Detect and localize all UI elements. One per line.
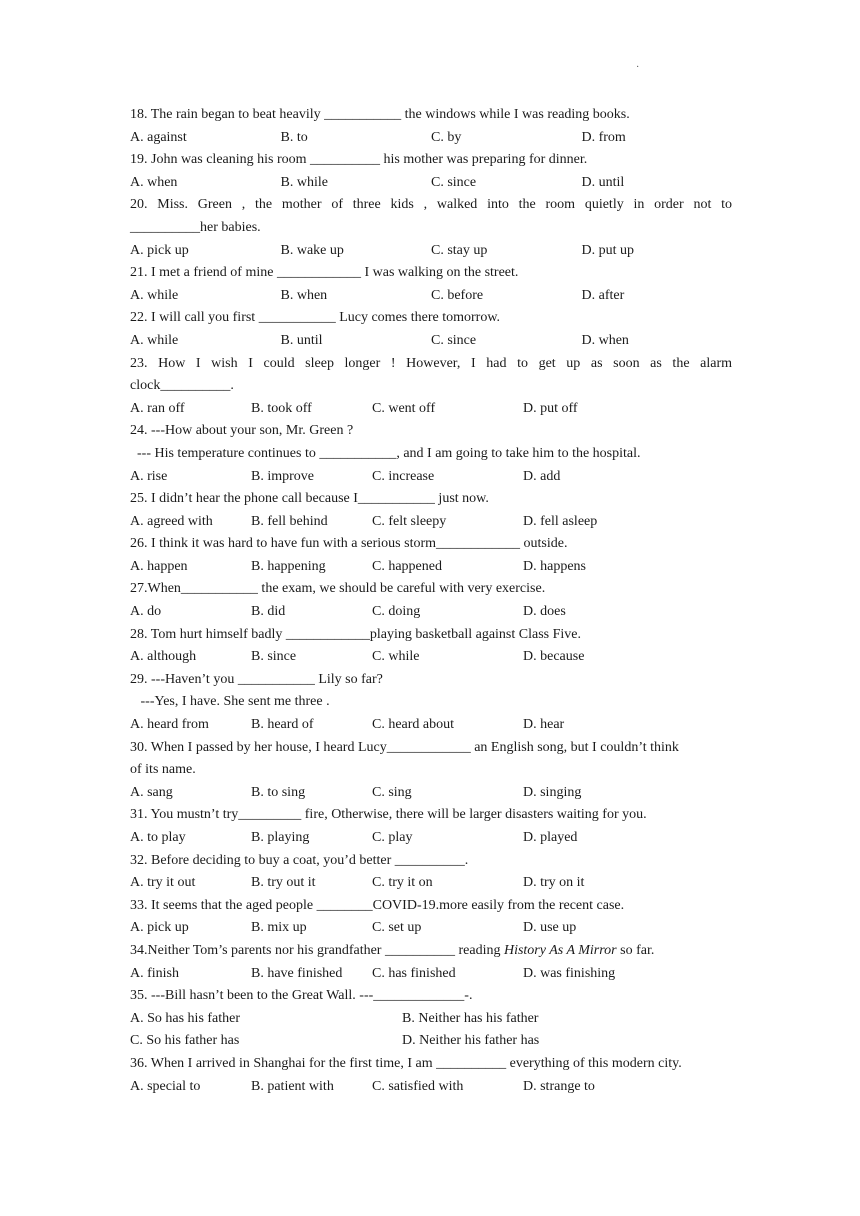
- question-stem: 32. Before deciding to buy a coat, you’d better __________.: [130, 852, 469, 868]
- option-d[interactable]: D. because: [523, 649, 585, 665]
- option-c[interactable]: C. before: [431, 287, 484, 303]
- question-stem: 22. I will call you first ___________ Lucy comes there tomorrow.: [130, 310, 501, 326]
- option-a[interactable]: A. happen: [130, 558, 188, 574]
- question-stem: 18. The rain began to beat heavily ___________ the windows while I was reading books.: [130, 107, 630, 122]
- option-c[interactable]: C. play: [372, 830, 413, 845]
- option-c[interactable]: C. since: [431, 332, 477, 348]
- option-d[interactable]: D. from: [581, 129, 626, 145]
- question-stem: 30. When I passed by her house, I heard Lucy____________ an English song, but I couldn’t think: [130, 739, 679, 755]
- question-34: [130, 940, 732, 985]
- option-b[interactable]: B. took off: [251, 400, 312, 416]
- answer-options: [130, 601, 732, 624]
- question-stem: 29. ---Haven’t you ___________ Lily so far?: [130, 671, 383, 687]
- option-d[interactable]: D. put up: [581, 242, 634, 258]
- option-b[interactable]: B. since: [251, 649, 297, 665]
- option-c[interactable]: C. has finished: [372, 965, 456, 981]
- question-20: [130, 194, 732, 262]
- option-d[interactable]: D. does: [523, 604, 566, 620]
- option-b[interactable]: B. while: [280, 174, 328, 190]
- answer-options: [130, 285, 732, 308]
- question-36: [130, 1053, 732, 1098]
- answer-options: [130, 511, 732, 534]
- option-d[interactable]: D. put off: [523, 400, 578, 416]
- answer-options: [130, 240, 732, 263]
- option-b[interactable]: B. did: [251, 604, 286, 620]
- question-stem: 24. ---How about your son, Mr. Green ?: [130, 423, 354, 439]
- option-a[interactable]: A. try it out: [130, 875, 196, 891]
- option-a[interactable]: A. special to: [130, 1078, 201, 1094]
- question-stem: 19. John was cleaning his room __________ his mother was preparing for dinner.: [130, 152, 588, 168]
- option-d[interactable]: D. when: [581, 332, 629, 348]
- question-stem: 35. ---Bill hasn’t been to the Great Wall. ---_____________-.: [130, 988, 473, 1004]
- option-c[interactable]: C. sing: [372, 784, 412, 800]
- option-d[interactable]: D. strange to: [523, 1078, 595, 1094]
- option-a[interactable]: A. heard from: [130, 717, 209, 733]
- stem-text: 34.Neither Tom’s parents nor his grandfather __________ reading: [130, 942, 504, 958]
- question-stem-cont: __________her babies.: [130, 219, 261, 235]
- option-a[interactable]: A. do: [130, 604, 162, 620]
- question-21: [130, 262, 732, 307]
- option-c[interactable]: C. stay up: [431, 242, 488, 258]
- answer-options: [130, 398, 732, 421]
- option-a[interactable]: A. So has his father: [130, 1010, 241, 1026]
- question-stem-cont: of its name.: [130, 762, 196, 778]
- answer-options: [130, 556, 732, 579]
- option-c[interactable]: C. by: [431, 129, 462, 145]
- question-stem: 23. How I wish I could sleep longer ! However, I had to get up as soon as the alarm: [130, 355, 732, 371]
- question-stem: 25. I didn’t hear the phone call because I___________ just now.: [130, 491, 489, 507]
- option-b[interactable]: B. heard of: [251, 717, 314, 733]
- option-b[interactable]: B. patient with: [251, 1078, 334, 1094]
- option-b[interactable]: B. playing: [251, 830, 310, 845]
- question-18: [130, 104, 732, 149]
- question-stem-reply: --- His temperature continues to ___________, and I am going to take him to the hospital.: [130, 445, 641, 461]
- question-28: [130, 624, 732, 669]
- option-d[interactable]: D. was finishing: [523, 965, 616, 981]
- option-b[interactable]: B. try out it: [251, 875, 316, 891]
- question-29: [130, 669, 732, 737]
- question-list: [130, 104, 732, 1098]
- option-a[interactable]: A. when: [130, 174, 178, 190]
- question-23: [130, 353, 732, 421]
- option-d[interactable]: D. Neither his father has: [402, 1033, 540, 1049]
- option-b[interactable]: B. have finished: [251, 965, 343, 981]
- answer-options: [130, 330, 732, 353]
- option-c[interactable]: C. while: [372, 649, 420, 665]
- question-35: [130, 985, 732, 1053]
- option-b[interactable]: B. when: [280, 287, 328, 303]
- question-stem: 33. It seems that the aged people ________COVID-19.more easily from the recent case.: [130, 897, 625, 913]
- option-b[interactable]: B. mix up: [251, 920, 307, 936]
- option-c[interactable]: C. heard about: [372, 717, 455, 733]
- option-c[interactable]: C. happened: [372, 558, 442, 574]
- option-a[interactable]: A. against: [130, 129, 187, 145]
- question-stem: 31. You mustn’t try_________ fire, Otherwise, there will be larger disasters waiting for you.: [130, 807, 647, 823]
- option-a[interactable]: A. while: [130, 287, 179, 303]
- option-a[interactable]: A. ran off: [130, 400, 185, 416]
- question-stem: 36. When I arrived in Shanghai for the first time, I am __________ everything of this modern city.: [130, 1055, 682, 1071]
- option-a[interactable]: A. although: [130, 649, 197, 665]
- question-stem: 27.When___________ the exam, we should be careful with very exercise.: [130, 581, 546, 597]
- option-a[interactable]: A. to play: [130, 830, 186, 845]
- option-a[interactable]: A. sang: [130, 784, 173, 800]
- option-d[interactable]: D. hear: [523, 717, 565, 733]
- option-d[interactable]: D. try on it: [523, 875, 585, 891]
- option-c[interactable]: C. set up: [372, 920, 422, 936]
- option-d[interactable]: D. use up: [523, 920, 577, 936]
- option-d[interactable]: D. fell asleep: [523, 513, 598, 529]
- answer-options-row-2: [130, 1030, 732, 1053]
- question-stem: 26. I think it was hard to have fun with a serious storm____________ outside.: [130, 536, 568, 552]
- option-d[interactable]: D. until: [581, 174, 625, 190]
- question-stem: 21. I met a friend of mine ____________ I was walking on the street.: [130, 265, 519, 281]
- option-a[interactable]: A. rise: [130, 468, 168, 484]
- option-b[interactable]: B. fell behind: [251, 513, 328, 529]
- question-24: [130, 420, 732, 488]
- option-a[interactable]: A. while: [130, 332, 179, 348]
- book-title: History As A Mirror: [503, 942, 617, 958]
- option-d[interactable]: D. singing: [523, 784, 582, 800]
- question-30: [130, 737, 732, 805]
- question-25: [130, 488, 732, 533]
- answer-options: [130, 827, 732, 850]
- option-a[interactable]: A. finish: [130, 965, 179, 981]
- option-c[interactable]: C. doing: [372, 604, 421, 620]
- option-b[interactable]: B. Neither has his father: [402, 1010, 539, 1026]
- option-b[interactable]: B. until: [280, 332, 323, 348]
- option-b[interactable]: B. happening: [251, 558, 326, 574]
- option-b[interactable]: B. to sing: [251, 784, 306, 800]
- option-d[interactable]: D. after: [581, 287, 625, 303]
- option-b[interactable]: B. to: [280, 129, 308, 145]
- option-d[interactable]: D. add: [523, 468, 561, 484]
- option-c[interactable]: C. increase: [372, 468, 435, 484]
- answer-options: [130, 917, 732, 940]
- question-stem-cont: clock__________.: [130, 378, 234, 394]
- answer-options: [130, 963, 732, 986]
- option-b[interactable]: B. improve: [251, 468, 314, 484]
- answer-options: [130, 714, 732, 737]
- option-a[interactable]: A. pick up: [130, 920, 189, 936]
- answer-options: [130, 127, 732, 150]
- option-c[interactable]: C. went off: [372, 400, 436, 416]
- question-stem-reply: ---Yes, I have. She sent me three .: [130, 694, 330, 710]
- question-26: [130, 533, 732, 578]
- option-d[interactable]: D. happens: [523, 558, 586, 574]
- question-31: [130, 804, 732, 849]
- option-a[interactable]: A. pick up: [130, 242, 189, 258]
- stem-text-end: so far.: [616, 942, 655, 958]
- option-b[interactable]: B. wake up: [280, 242, 344, 258]
- question-stem: 28. Tom hurt himself badly ____________playing basketball against Class Five.: [130, 626, 581, 642]
- option-a[interactable]: A. agreed with: [130, 513, 213, 529]
- answer-options: [130, 466, 732, 489]
- answer-options: [130, 782, 732, 805]
- question-33: [130, 895, 732, 940]
- question-32: [130, 850, 732, 895]
- option-c[interactable]: C. since: [431, 174, 477, 190]
- answer-options: [130, 1076, 732, 1099]
- answer-options: [130, 646, 732, 669]
- question-27: [130, 578, 732, 623]
- option-c[interactable]: C. felt sleepy: [372, 513, 447, 529]
- option-c[interactable]: C. try it on: [372, 875, 433, 891]
- option-c[interactable]: C. So his father has: [130, 1033, 240, 1049]
- option-d[interactable]: D. played: [523, 830, 578, 845]
- header-mark: ·: [636, 62, 640, 73]
- question-19: [130, 149, 732, 194]
- question-22: [130, 307, 732, 352]
- answer-options: [130, 172, 732, 195]
- option-c[interactable]: C. satisfied with: [372, 1078, 464, 1094]
- answer-options-row-1: [130, 1008, 732, 1031]
- question-stem: 20. Miss. Green , the mother of three kids , walked into the room quietly in order not to: [130, 197, 732, 213]
- question-stem: [130, 940, 732, 963]
- answer-options: [130, 872, 732, 895]
